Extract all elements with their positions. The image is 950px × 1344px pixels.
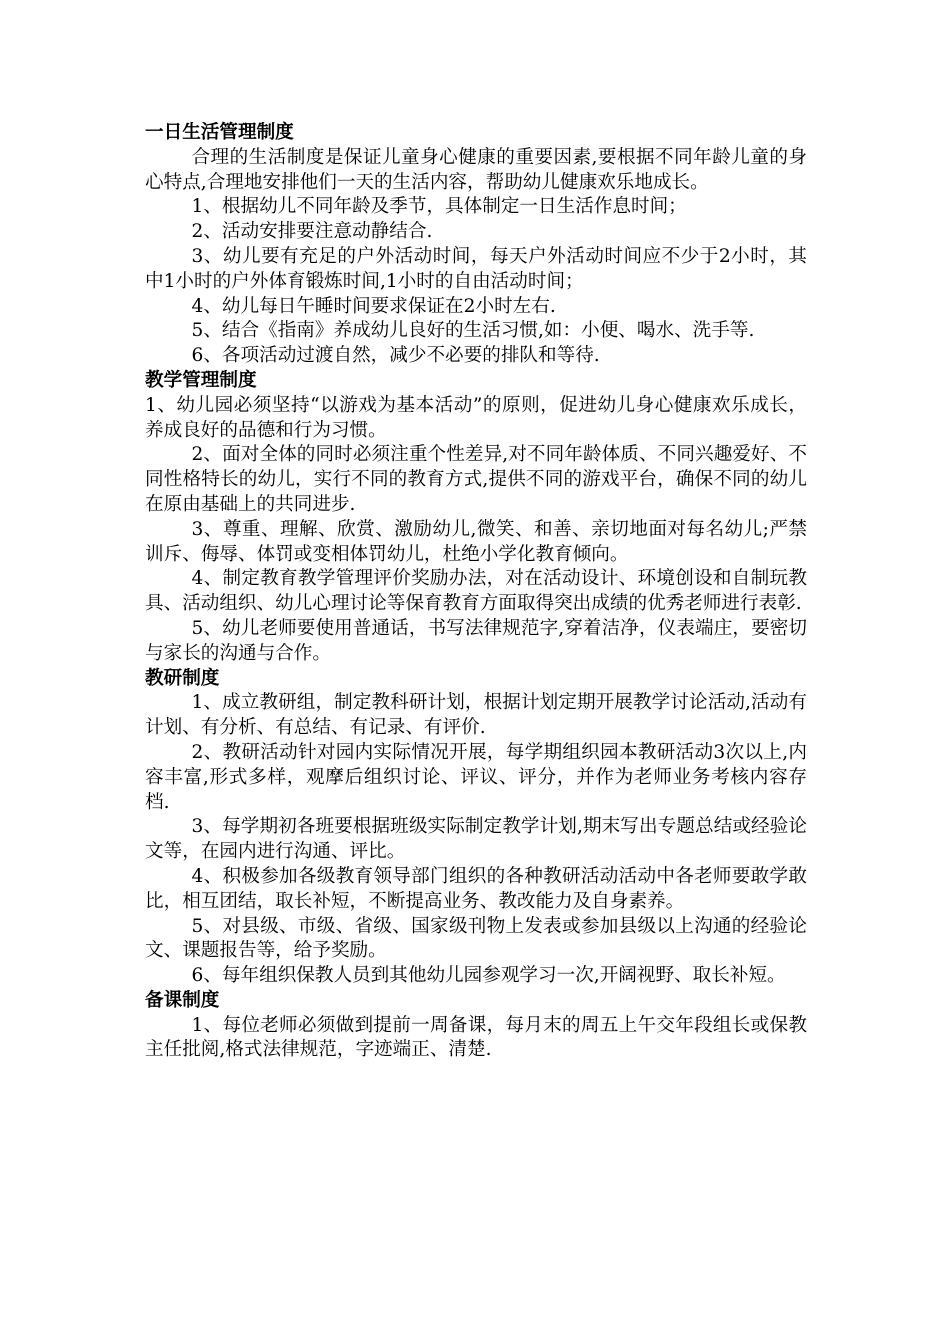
section-teaching-research — [145, 667, 807, 989]
section-heading: 教学管理制度 — [145, 369, 257, 391]
paragraph: 3、尊重、理解、欣赏、激励幼儿,微笑、和善、亲切地面对每名幼儿;严禁训斥、侮辱、体罚或变相体罚幼儿，杜绝小学化教育倾向。 — [145, 518, 807, 565]
paragraph: 5、结合《指南》养成幼儿良好的生活习惯,如：小便、喝水、洗手等. — [191, 320, 755, 342]
paragraph: 合理的生活制度是保证儿童身心健康的重要因素,要根据不同年龄儿童的身心特点,合理地安排他们一天的生活内容，帮助幼儿健康欢乐地成长。 — [145, 146, 807, 193]
section-heading: 教研制度 — [145, 667, 220, 689]
section-teaching-management — [145, 369, 807, 667]
section-heading: 备课制度 — [145, 989, 220, 1011]
paragraph: 6、每年组织保教人员到其他幼儿园参观学习一次,开阔视野、取长补短。 — [191, 965, 786, 987]
paragraph: 1、幼儿园必须坚持“以游戏为基本活动”的原则，促进幼儿身心健康欢乐成长，养成良好的品德和行为习惯。 — [145, 394, 807, 441]
paragraph: 3、每学期初各班要根据班级实际制定教学计划,期末写出专题总结或经验论文等，在园内进行沟通、评比。 — [145, 816, 807, 863]
paragraph: 2、面对全体的同时必须注重个性差异,对不同年龄体质、不同兴趣爱好、不同性格特长的幼儿，实行不同的教育方式,提供不同的游戏平台，确保不同的幼儿在原由基础上的共同进步. — [145, 444, 807, 515]
paragraph: 1、成立教研组，制定教科研计划，根据计划定期开展教学讨论活动,活动有计划、有分析、有总结、有记录、有评价. — [145, 692, 807, 739]
paragraph: 3、幼儿要有充足的户外活动时间，每天户外活动时间应不少于2小时，其中1小时的户外体育锻炼时间,1小时的自由活动时间； — [145, 245, 807, 292]
document-body — [145, 121, 807, 1063]
section-daily-life — [145, 121, 807, 369]
paragraph: 4、制定教育教学管理评价奖励办法，对在活动设计、环境创设和自制玩教具、活动组织、幼儿心理讨论等保育教育方面取得突出成绩的优秀老师进行表彰. — [145, 568, 807, 615]
section-lesson-prep — [145, 989, 807, 1063]
paragraph: 2、教研活动针对园内实际情况开展，每学期组织园本教研活动3次以上,内容丰富,形式多样，观摩后组织讨论、评议、评分，并作为老师业务考核内容存档. — [145, 741, 807, 813]
paragraph: 5、幼儿老师要使用普通话，书写法律规范字,穿着洁净，仪表端庄，要密切与家长的沟通与合作。 — [145, 617, 807, 664]
paragraph: 1、每位老师必须做到提前一周备课，每月末的周五上午交年段组长或保教主任批阅,格式法律规范，字迹端正、清楚. — [145, 1014, 807, 1061]
section-heading: 一日生活管理制度 — [145, 122, 294, 143]
paragraph: 5、对县级、市级、省级、国家级刊物上发表或参加县级以上沟通的经验论文、课题报告等，给予奖励。 — [145, 915, 807, 962]
paragraph: 4、幼儿每日午睡时间要求保证在2小时左右. — [191, 295, 556, 317]
paragraph: 1、根据幼儿不同年龄及季节，具体制定一日生活作息时间； — [191, 196, 687, 218]
paragraph: 2、活动安排要注意动静结合. — [191, 221, 433, 243]
paragraph: 6、各项活动过渡自然，减少不必要的排队和等待. — [191, 345, 600, 367]
paragraph: 4、积极参加各级教育领导部门组织的各种教研活动活动中各老师要敢学敢比，相互团结，取长补短，不断提高业务、教改能力及自身素养。 — [145, 865, 807, 912]
